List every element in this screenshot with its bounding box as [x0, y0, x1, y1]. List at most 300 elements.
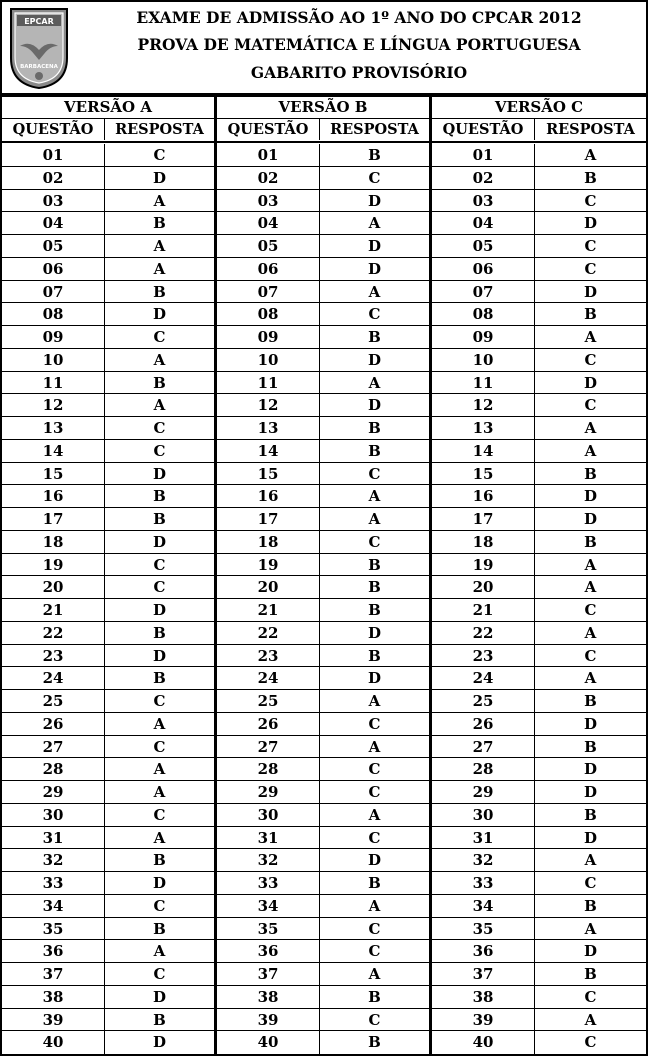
table-row [432, 303, 646, 326]
question-number: 20 [217, 576, 320, 598]
table-row [432, 349, 646, 372]
question-number: 22 [217, 622, 320, 644]
table-row [217, 394, 429, 417]
table-row [432, 804, 646, 827]
question-number: 16 [2, 485, 105, 507]
question-number: 17 [2, 508, 105, 530]
header [2, 2, 646, 94]
table-row [2, 690, 214, 713]
answer-letter: A [584, 669, 597, 688]
question-number: 05 [2, 235, 105, 257]
question-number: 14 [432, 440, 535, 462]
table-row [2, 622, 214, 645]
question-number: 24 [432, 667, 535, 689]
table-row [217, 531, 429, 554]
table-row [217, 963, 429, 986]
answer-letter: A [368, 896, 381, 915]
table-row [217, 872, 429, 895]
question-number: 04 [432, 212, 535, 234]
table-row [2, 849, 214, 872]
table-row [2, 918, 214, 941]
table-row [217, 417, 429, 440]
answer-letter: B [368, 441, 381, 460]
table-row [2, 508, 214, 531]
question-number: 21 [432, 599, 535, 621]
answer-letter: B [153, 623, 166, 642]
question-number: 26 [432, 713, 535, 735]
answer-column-header: RESPOSTA [330, 121, 419, 138]
version-title: VERSÃO B [217, 97, 429, 119]
answer-letter: C [153, 441, 166, 460]
answer-letter: C [153, 805, 166, 824]
version-b-table [217, 97, 429, 1054]
answer-letter: A [153, 237, 166, 255]
answer-letter: A [584, 441, 597, 460]
table-row [2, 167, 214, 190]
question-number: 14 [2, 440, 105, 462]
answer-letter: B [368, 555, 381, 574]
question-number: 05 [217, 235, 320, 257]
table-row [217, 440, 429, 463]
table-head-divider [217, 141, 429, 143]
question-number: 35 [217, 918, 320, 940]
answer-column-header: RESPOSTA [115, 121, 204, 138]
question-number: 33 [217, 872, 320, 894]
question-number: 34 [432, 895, 535, 917]
answer-letter: D [367, 350, 381, 369]
question-column-header: QUESTÃO [2, 119, 105, 140]
table-row [2, 258, 214, 281]
answer-letter: D [152, 532, 166, 551]
question-number: 20 [2, 576, 105, 598]
answer-letter: A [584, 419, 597, 437]
answer-letter: C [368, 464, 381, 483]
question-number: 11 [432, 372, 535, 394]
answer-letter: D [367, 259, 381, 278]
answer-letter: D [152, 1033, 166, 1052]
answer-letter: A [368, 692, 381, 710]
table-row [432, 417, 646, 440]
answer-letter: D [367, 396, 381, 415]
answer-letter: C [584, 987, 597, 1006]
table-row [217, 576, 429, 599]
table-row [2, 667, 214, 690]
question-number: 02 [217, 167, 320, 189]
question-number: 40 [2, 1031, 105, 1054]
answer-letter: A [153, 714, 166, 733]
table-row [432, 167, 646, 190]
table-row [2, 1009, 214, 1032]
table-row [2, 417, 214, 440]
answer-letter: D [583, 828, 597, 847]
table-row [432, 394, 646, 417]
table-row [217, 758, 429, 781]
table-row [432, 235, 646, 258]
logo-top-text: EPCAR [24, 17, 54, 26]
answer-rows [217, 144, 429, 1054]
table-row [217, 736, 429, 759]
table-row [217, 804, 429, 827]
question-number: 10 [217, 349, 320, 371]
table-row [432, 212, 646, 235]
question-number: 35 [432, 918, 535, 940]
answer-letter: C [584, 396, 597, 415]
answer-letter: D [583, 942, 597, 961]
question-number: 04 [217, 212, 320, 234]
table-row [432, 827, 646, 850]
question-number: 19 [217, 554, 320, 576]
question-number: 37 [2, 963, 105, 985]
question-number: 39 [2, 1009, 105, 1031]
question-number: 27 [217, 736, 320, 758]
table-row [2, 1031, 214, 1054]
table-row [432, 599, 646, 622]
answer-letter: C [584, 191, 597, 210]
answer-letter: C [153, 555, 166, 574]
question-number: 40 [217, 1031, 320, 1054]
table-row [432, 190, 646, 213]
question-number: 13 [432, 417, 535, 439]
table-row [432, 281, 646, 304]
answer-letter: D [583, 214, 597, 233]
question-number: 30 [2, 804, 105, 826]
table-row [217, 372, 429, 395]
answer-letter: B [584, 737, 597, 756]
question-number: 28 [2, 758, 105, 780]
question-number: 26 [2, 713, 105, 735]
answer-letter: B [153, 282, 166, 301]
answer-key-title: GABARITO PROVISÓRIO [250, 63, 468, 82]
answer-letter: B [584, 805, 597, 824]
question-number: 03 [432, 190, 535, 212]
table-row [217, 258, 429, 281]
table-head-divider [2, 141, 214, 143]
answer-letter: B [368, 601, 381, 619]
answer-letter: C [584, 259, 597, 278]
question-number: 30 [432, 804, 535, 826]
table-row [2, 349, 214, 372]
answer-letter: B [153, 1010, 166, 1029]
answer-letter: D [152, 646, 166, 665]
answer-letter: D [367, 623, 381, 642]
table-row [432, 531, 646, 554]
table-row [217, 326, 429, 349]
answer-letter: D [367, 669, 381, 688]
question-number: 33 [432, 872, 535, 894]
table-row [432, 986, 646, 1009]
answer-letter: A [584, 623, 597, 642]
table-row [217, 281, 429, 304]
table-row [2, 963, 214, 986]
question-number: 12 [217, 394, 320, 416]
question-number: 35 [2, 918, 105, 940]
answer-letter: D [583, 783, 597, 801]
table-row [217, 895, 429, 918]
answer-letter: C [368, 760, 381, 779]
logo-bottom-text: BARBACENA [20, 64, 58, 70]
answer-letter: B [153, 373, 166, 392]
question-number: 21 [217, 599, 320, 621]
answer-letter: D [152, 987, 166, 1006]
table-row [432, 918, 646, 941]
question-number: 20 [432, 576, 535, 598]
question-number: 39 [217, 1009, 320, 1031]
question-number: 25 [432, 690, 535, 712]
answer-letter: C [368, 783, 381, 801]
table-row [2, 781, 214, 804]
answer-letter: B [368, 987, 381, 1006]
question-number: 06 [432, 258, 535, 280]
question-number: 27 [432, 736, 535, 758]
table-row [2, 895, 214, 918]
question-number: 37 [217, 963, 320, 985]
question-number: 23 [217, 645, 320, 667]
table-row [432, 713, 646, 736]
table-row [217, 667, 429, 690]
version-a-table [2, 97, 214, 1054]
answer-letter: D [152, 874, 166, 892]
table-row [217, 303, 429, 326]
table-row [217, 713, 429, 736]
table-row [2, 872, 214, 895]
question-number: 23 [432, 645, 535, 667]
table-row [2, 554, 214, 577]
question-number: 37 [432, 963, 535, 985]
table-row [2, 599, 214, 622]
answer-letter: D [583, 373, 597, 392]
answer-letter: A [153, 828, 166, 847]
question-number: 09 [432, 326, 535, 348]
answer-letter: A [368, 965, 381, 983]
answer-letter: B [153, 669, 166, 688]
answer-letter: D [583, 760, 597, 779]
table-row [2, 804, 214, 827]
table-row [2, 827, 214, 850]
question-number: 12 [432, 394, 535, 416]
question-number: 31 [2, 827, 105, 849]
answer-letter: A [368, 510, 381, 528]
question-number: 38 [2, 986, 105, 1008]
question-number: 17 [217, 508, 320, 530]
question-number: 27 [2, 736, 105, 758]
answer-letter: D [583, 282, 597, 301]
answer-letter: A [584, 578, 597, 597]
question-number: 03 [217, 190, 320, 212]
question-number: 17 [432, 508, 535, 530]
question-number: 18 [432, 531, 535, 553]
table-row [2, 190, 214, 213]
answer-letter: A [584, 328, 597, 346]
table-row [217, 1031, 429, 1054]
table-row [2, 235, 214, 258]
question-number: 15 [2, 463, 105, 485]
answer-letter: B [153, 851, 166, 870]
answer-letter: B [153, 487, 166, 506]
table-row [217, 827, 429, 850]
answer-letter: B [368, 874, 381, 892]
question-number: 15 [217, 463, 320, 485]
answer-letter: C [584, 601, 597, 619]
table-row [2, 736, 214, 759]
table-row [432, 440, 646, 463]
table-row [2, 372, 214, 395]
answer-letter: C [368, 714, 381, 733]
table-row [2, 940, 214, 963]
answer-letter: B [368, 646, 381, 665]
answer-letter: B [153, 214, 166, 233]
question-number: 02 [432, 167, 535, 189]
question-number: 19 [432, 554, 535, 576]
answer-letter: C [584, 646, 597, 665]
question-column-header: QUESTÃO [217, 119, 320, 140]
answer-letter: C [368, 305, 381, 324]
answer-letter: B [584, 896, 597, 915]
table-row [432, 1031, 646, 1054]
answer-rows [432, 144, 646, 1054]
answer-letter: C [153, 328, 166, 346]
answer-letter: D [152, 305, 166, 324]
answer-letter: C [153, 578, 166, 597]
exam-subject: PROVA DE MATEMÁTICA E LÍNGUA PORTUGUESA [137, 35, 581, 54]
epcar-crest-logo [8, 6, 70, 90]
answer-letter: B [368, 1033, 381, 1052]
answer-letter: C [368, 1010, 381, 1029]
table-row [2, 485, 214, 508]
answer-letter: A [368, 214, 381, 233]
table-row [217, 849, 429, 872]
table-row [2, 303, 214, 326]
answer-letter: C [584, 237, 597, 255]
question-number: 26 [217, 713, 320, 735]
question-number: 18 [217, 531, 320, 553]
question-number: 09 [217, 326, 320, 348]
table-row [217, 622, 429, 645]
question-number: 31 [432, 827, 535, 849]
question-number: 25 [217, 690, 320, 712]
answer-letter: D [367, 851, 381, 870]
answer-letter: C [584, 350, 597, 369]
table-row [432, 736, 646, 759]
table-row [217, 485, 429, 508]
table-row [432, 258, 646, 281]
question-number: 38 [432, 986, 535, 1008]
answer-letter: A [368, 487, 381, 506]
question-column-header: QUESTÃO [432, 119, 535, 140]
question-number: 31 [217, 827, 320, 849]
table-row [432, 326, 646, 349]
answer-letter: D [152, 168, 166, 187]
question-number: 36 [2, 940, 105, 962]
answer-letter: C [153, 692, 166, 710]
question-number: 19 [2, 554, 105, 576]
answer-letter: C [368, 828, 381, 847]
table-row [432, 372, 646, 395]
answer-letter: A [153, 942, 166, 961]
question-number: 16 [432, 485, 535, 507]
question-number: 01 [217, 144, 320, 166]
answer-letter: B [584, 692, 597, 710]
question-number: 22 [2, 622, 105, 644]
question-number: 28 [217, 758, 320, 780]
table-row [432, 485, 646, 508]
answer-letter: D [367, 191, 381, 210]
table-row [217, 212, 429, 235]
answer-rows [2, 144, 214, 1054]
question-number: 16 [217, 485, 320, 507]
table-row [217, 235, 429, 258]
table-row [217, 645, 429, 668]
table-row [217, 190, 429, 213]
answer-letter: B [584, 305, 597, 324]
table-row [432, 144, 646, 167]
answer-letter: B [153, 919, 166, 938]
answer-letter: D [367, 237, 381, 255]
table-row [217, 781, 429, 804]
answer-letter: A [368, 373, 381, 392]
answer-letter: B [368, 419, 381, 437]
table-row [432, 690, 646, 713]
table-row [2, 576, 214, 599]
table-row [2, 326, 214, 349]
table-row [432, 872, 646, 895]
table-row [2, 463, 214, 486]
table-row [432, 508, 646, 531]
question-number: 36 [432, 940, 535, 962]
exam-title: EXAME DE ADMISSÃO AO 1º ANO DO CPCAR 2012 [136, 8, 582, 27]
table-row [2, 758, 214, 781]
question-number: 36 [217, 940, 320, 962]
version-title: VERSÃO A [2, 97, 214, 119]
answer-letter: A [584, 919, 597, 938]
question-number: 08 [2, 303, 105, 325]
table-row [2, 713, 214, 736]
question-number: 10 [2, 349, 105, 371]
answer-letter: C [368, 919, 381, 938]
question-number: 33 [2, 872, 105, 894]
answer-tables [2, 97, 646, 1054]
question-number: 34 [217, 895, 320, 917]
question-number: 11 [2, 372, 105, 394]
question-number: 23 [2, 645, 105, 667]
question-number: 39 [432, 1009, 535, 1031]
table-row [432, 758, 646, 781]
question-number: 34 [2, 895, 105, 917]
answer-letter: A [153, 350, 166, 369]
question-number: 06 [2, 258, 105, 280]
answer-letter: A [153, 259, 166, 278]
question-number: 08 [432, 303, 535, 325]
table-row [432, 781, 646, 804]
table-row [217, 986, 429, 1009]
answer-letter: C [368, 168, 381, 187]
answer-letter: A [584, 1010, 597, 1029]
question-number: 15 [432, 463, 535, 485]
answer-letter: C [584, 1033, 597, 1052]
answer-letter: D [152, 464, 166, 483]
question-number: 09 [2, 326, 105, 348]
table-row [432, 554, 646, 577]
question-number: 30 [217, 804, 320, 826]
table-row [2, 394, 214, 417]
answer-letter: A [584, 555, 597, 574]
question-number: 10 [432, 349, 535, 371]
answer-letter: C [584, 874, 597, 892]
table-row [217, 690, 429, 713]
question-number: 29 [432, 781, 535, 803]
table-row [432, 645, 646, 668]
question-number: 22 [432, 622, 535, 644]
answer-letter: B [584, 168, 597, 187]
